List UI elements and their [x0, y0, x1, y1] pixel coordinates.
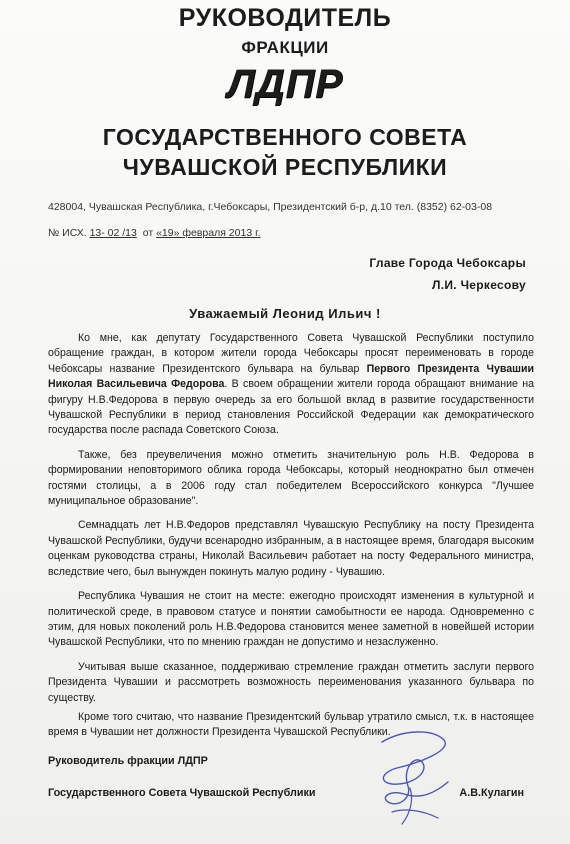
- paragraph-6: Кроме того считаю, что название Президентский бульвар утратило смысл, т.к. в настоящее время в Чувашии нет должности Президента Чувашской Республики.: [48, 710, 534, 739]
- handwritten-signature-icon: [352, 722, 462, 832]
- paragraph-1-bold: Первого Президента Чувашии Николая Васильевича Федорова: [48, 362, 534, 391]
- paragraph-2: Также, без преувеличения можно отметить значительную роль Н.В. Федорова в формировании неповторимого облика города Чебоксары, который неоднократно был отмечен гостями столицы, а в 2006 году стал победителем Всероссийского конкурса "Лучшее муниципальное образование".: [48, 448, 534, 508]
- paragraph-1-text-a: Ко мне, как депутату Государственного Совета Чувашской Республики поступило обращение граждан, в котором жители города Чебоксары просят переименовать в городе Чебоксары название Президентского бульвара на бульвар: [48, 332, 534, 375]
- signatory-title-line1: Руководитель фракции ЛДПР: [48, 755, 208, 767]
- salutation: Уважаемый Леонид Ильич !: [189, 306, 381, 321]
- header-title-line2: ФРАКЦИИ: [241, 38, 329, 57]
- outgoing-number-value: 13- 02 /13: [89, 227, 137, 239]
- signatory-name: А.В.Кулагин: [459, 787, 524, 799]
- paragraph-5: Учитывая выше сказанное, поддерживаю стремление граждан отметить заслуги первого Президента Чувашии и рассмотреть возможность переименования указанного бульвара по существу.: [48, 660, 534, 704]
- outgoing-from: от: [142, 227, 154, 239]
- paragraph-3: Семнадцать лет Н.В.Федоров представлял Чувашскую Республику на посту Президента Чувашской Республики, будучи всенародно избранным, а в настоящее время, благодаря высоким оценкам руководства страны, Николай Васильевич работает на посту Федерального министра, вследствие чего, был вынужден покинуть малую родину - Чувашию.: [48, 519, 534, 578]
- paragraph-1: [48, 331, 534, 439]
- party-logo-text: ЛДПР: [227, 62, 343, 106]
- signatory-title-line2: Государственного Совета Чувашской Республики: [48, 787, 316, 799]
- paragraph-1-text-c: . В своем обращении жители города обращают внимание на фигуру Н.В.Федорова в первую очередь за его большой вклад в развитие государственности Чувашской Республики в период становления Российской Федерации как демократического государства после распада Советского Союза.: [48, 378, 534, 437]
- letterhead-address: 428004, Чувашская Республика, г.Чебоксары, Президентский б-р, д.10 тел. (8352) 62-03-08: [48, 201, 493, 213]
- header-title-line4: ЧУВАШСКОЙ РЕСПУБЛИКИ: [122, 154, 448, 180]
- recipient-line2: Л.И. Черкесову: [432, 278, 526, 292]
- paragraph-4: Республика Чувашия не стоит на месте: ежегодно происходят изменения в культурной и политической среде, в правовом статусе и понятии самобытности ее народа. Одновременно с этим, для новых поколений роль Н.В.Федорова становится менее заметной в новейшей истории Чувашской Республики, что по мнению граждан не допустимо и незаслуженно.: [48, 590, 534, 649]
- outgoing-number: [48, 227, 448, 239]
- header-title-line3: ГОСУДАРСТВЕННОГО СОВЕТА: [102, 124, 468, 150]
- outgoing-date: «19» февраля 2013 г.: [156, 227, 261, 239]
- letter-body: [48, 331, 534, 745]
- header-title-line1: РУКОВОДИТЕЛЬ: [178, 4, 392, 32]
- outgoing-prefix: № ИСХ.: [48, 227, 87, 239]
- recipient-line1: Главе Города Чебоксары: [369, 256, 526, 270]
